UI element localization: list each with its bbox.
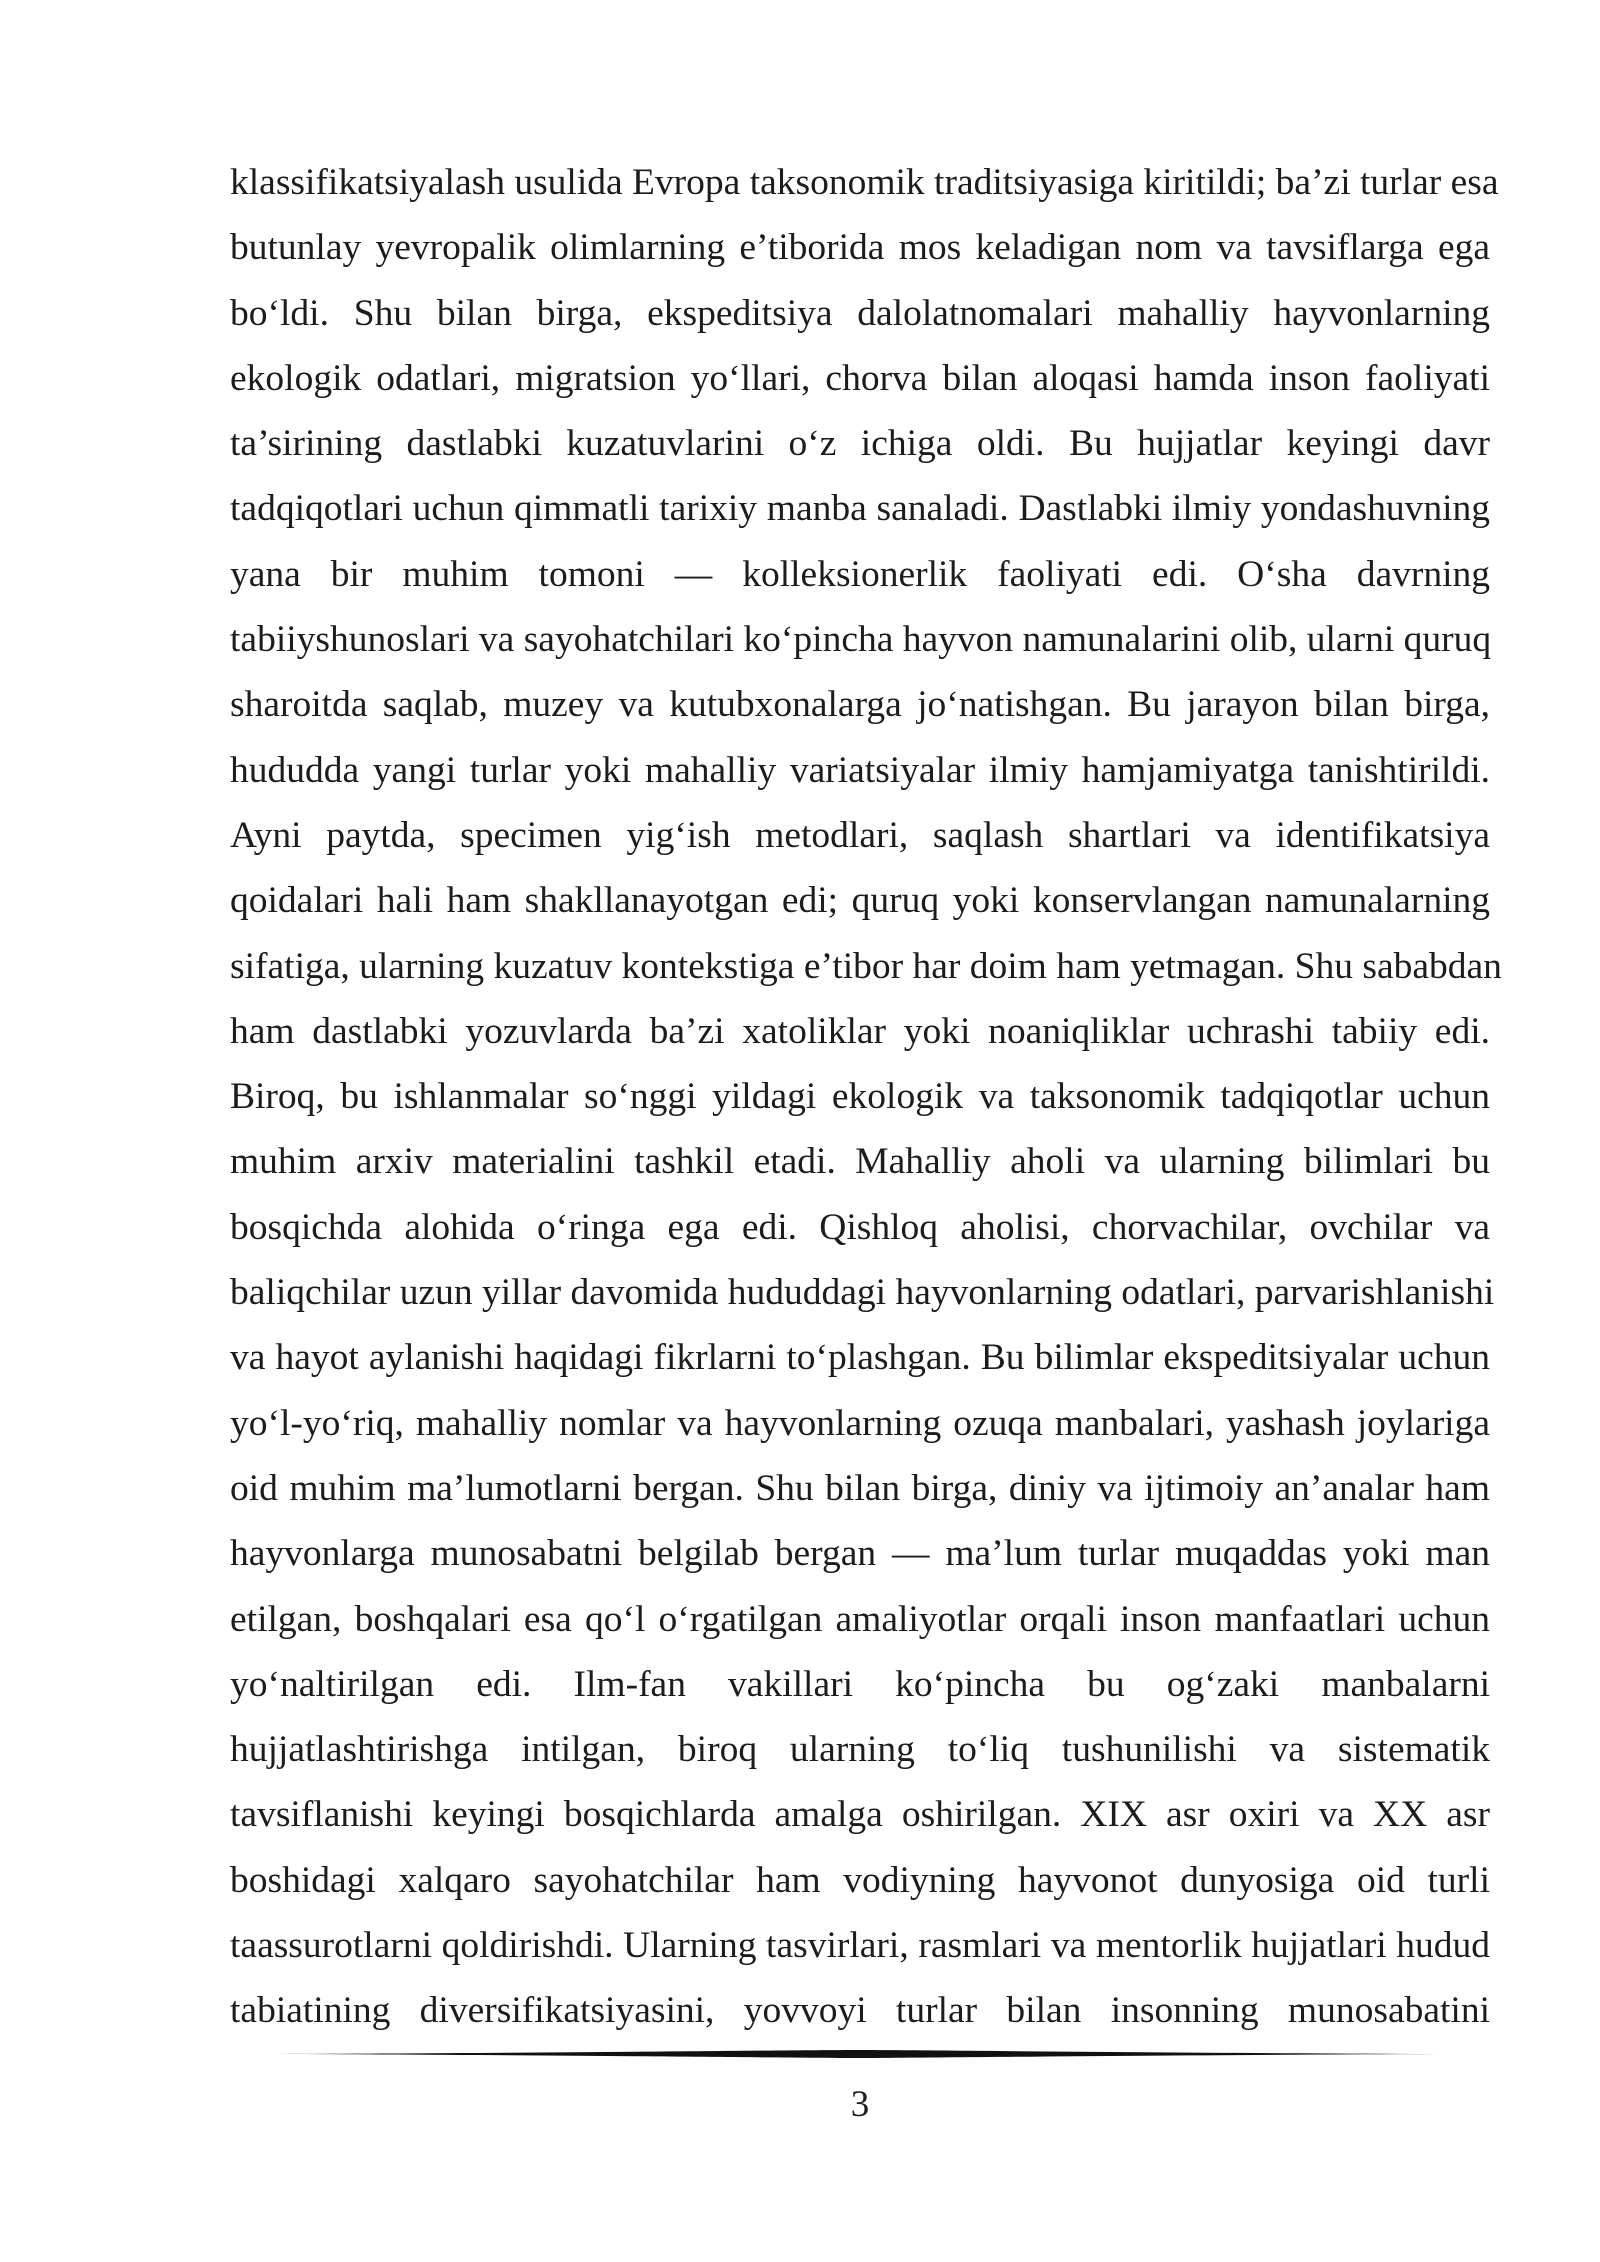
- text-line: yo‘l-yo‘riq, mahalliy nomlar va hayvonlarning ozuqa manbalari, yashash joylariga: [230, 1402, 1490, 1444]
- text-line: va hayot aylanishi haqidagi fikrlarni to‘plashgan. Bu bilimlar ekspeditsiyalar uchun: [230, 1337, 1490, 1379]
- text-line: tabiiyshunoslari va sayohatchilari ko‘pincha hayvon namunalarini olib, ularni quruq: [230, 619, 1492, 661]
- text-line: sifatiga, ularning kuzatuv kontekstiga e’tibor har doim ham yetmagan. Shu sababdan: [230, 945, 1502, 987]
- text-line: hayvonlarga munosabatni belgilab bergan — ma’lum turlar muqaddas yoki man: [230, 1533, 1490, 1575]
- text-line: oid muhim ma’lumotlarni bergan. Shu bilan birga, diniy va ijtimoiy an’analar ham: [230, 1467, 1490, 1509]
- text-line: hujjatlashtirishga intilgan, biroq ularning to‘liq tushunilishi va sistematik: [230, 1729, 1490, 1771]
- text-line: bosqichda alohida o‘ringa ega edi. Qishloq aholisi, chorvachilar, ovchilar va: [230, 1206, 1490, 1248]
- text-line: tadqiqotlari uchun qimmatli tarixiy manba sanaladi. Dastlabki ilmiy yondashuvning: [230, 488, 1490, 530]
- text-line: sharoitda saqlab, muzey va kutubxonalarga jo‘natishgan. Bu jarayon bilan birga,: [230, 684, 1490, 726]
- text-line: klassifikatsiyalash usulida Evropa taksonomik traditsiyasiga kiritildi; ba’zi turlar esa: [230, 162, 1499, 203]
- text-line: baliqchilar uzun yillar davomida hududdagi hayvonlarning odatlari, parvarishlanishi: [230, 1272, 1495, 1314]
- text-line: Biroq, bu ishlanmalar so‘nggi yildagi ekologik va taksonomik tadqiqotlar uchun: [230, 1076, 1490, 1118]
- text-line: tavsiflanishi keyingi bosqichlarda amalga oshirilgan. XIX asr oxiri va XX asr: [230, 1794, 1490, 1836]
- text-line: ham dastlabki yozuvlarda ba’zi xatoliklar yoki noaniqliklar uchrashi tabiiy edi.: [230, 1010, 1490, 1052]
- text-line: muhim arxiv materialini tashkil etadi. Mahalliy aholi va ularning bilimlari bu: [230, 1141, 1490, 1183]
- text-line: tabiatining diversifikatsiyasini, yovvoyi turlar bilan insonning munosabatini: [230, 1990, 1490, 2032]
- page-number: 3: [850, 2084, 870, 2125]
- text-line: boshidagi xalqaro sayohatchilar ham vodiyning hayvonot dunyosiga oid turli: [230, 1859, 1490, 1901]
- text-line: Ayni paytda, specimen yig‘ish metodlari, saqlash shartlari va identifikatsiya: [230, 814, 1490, 856]
- text-line: yo‘naltirilgan edi. Ilm-fan vakillari ko‘pincha bu og‘zaki manbalarni: [230, 1663, 1490, 1705]
- footer-divider: [278, 2046, 1438, 2062]
- text-line: bo‘ldi. Shu bilan birga, ekspeditsiya dalolatnomalari mahalliy hayvonlarning: [230, 292, 1490, 334]
- text-line: qoidalari hali ham shakllanayotgan edi; quruq yoki konservlangan namunalarning: [230, 880, 1490, 922]
- text-line: butunlay yevropalik olimlarning e’tiborida mos keladigan nom va tavsiflarga ega: [230, 227, 1490, 269]
- text-line: ekologik odatlari, migratsion yo‘llari, chorva bilan aloqasi hamda inson faoliyati: [230, 357, 1490, 399]
- text-line: etilgan, boshqalari esa qo‘l o‘rgatilgan amaliyotlar orqali inson manfaatlari uchun: [230, 1598, 1490, 1640]
- text-line: yana bir muhim tomoni — kolleksionerlik faoliyati edi. O‘sha davrning: [230, 553, 1490, 595]
- text-line: ta’sirining dastlabki kuzatuvlarini o‘z ichiga oldi. Bu hujjatlar keyingi davr: [230, 423, 1490, 465]
- body-paragraph: [230, 150, 1502, 2044]
- text-line: hududda yangi turlar yoki mahalliy variatsiyalar ilmiy hamjamiyatga tanishtirildi.: [230, 749, 1490, 791]
- footer-divider-stroke: [278, 2050, 1438, 2058]
- text-line: taassurotlarni qoldirishdi. Ularning tasvirlari, rasmlari va mentorlik hujjatlari hudud: [230, 1925, 1490, 1967]
